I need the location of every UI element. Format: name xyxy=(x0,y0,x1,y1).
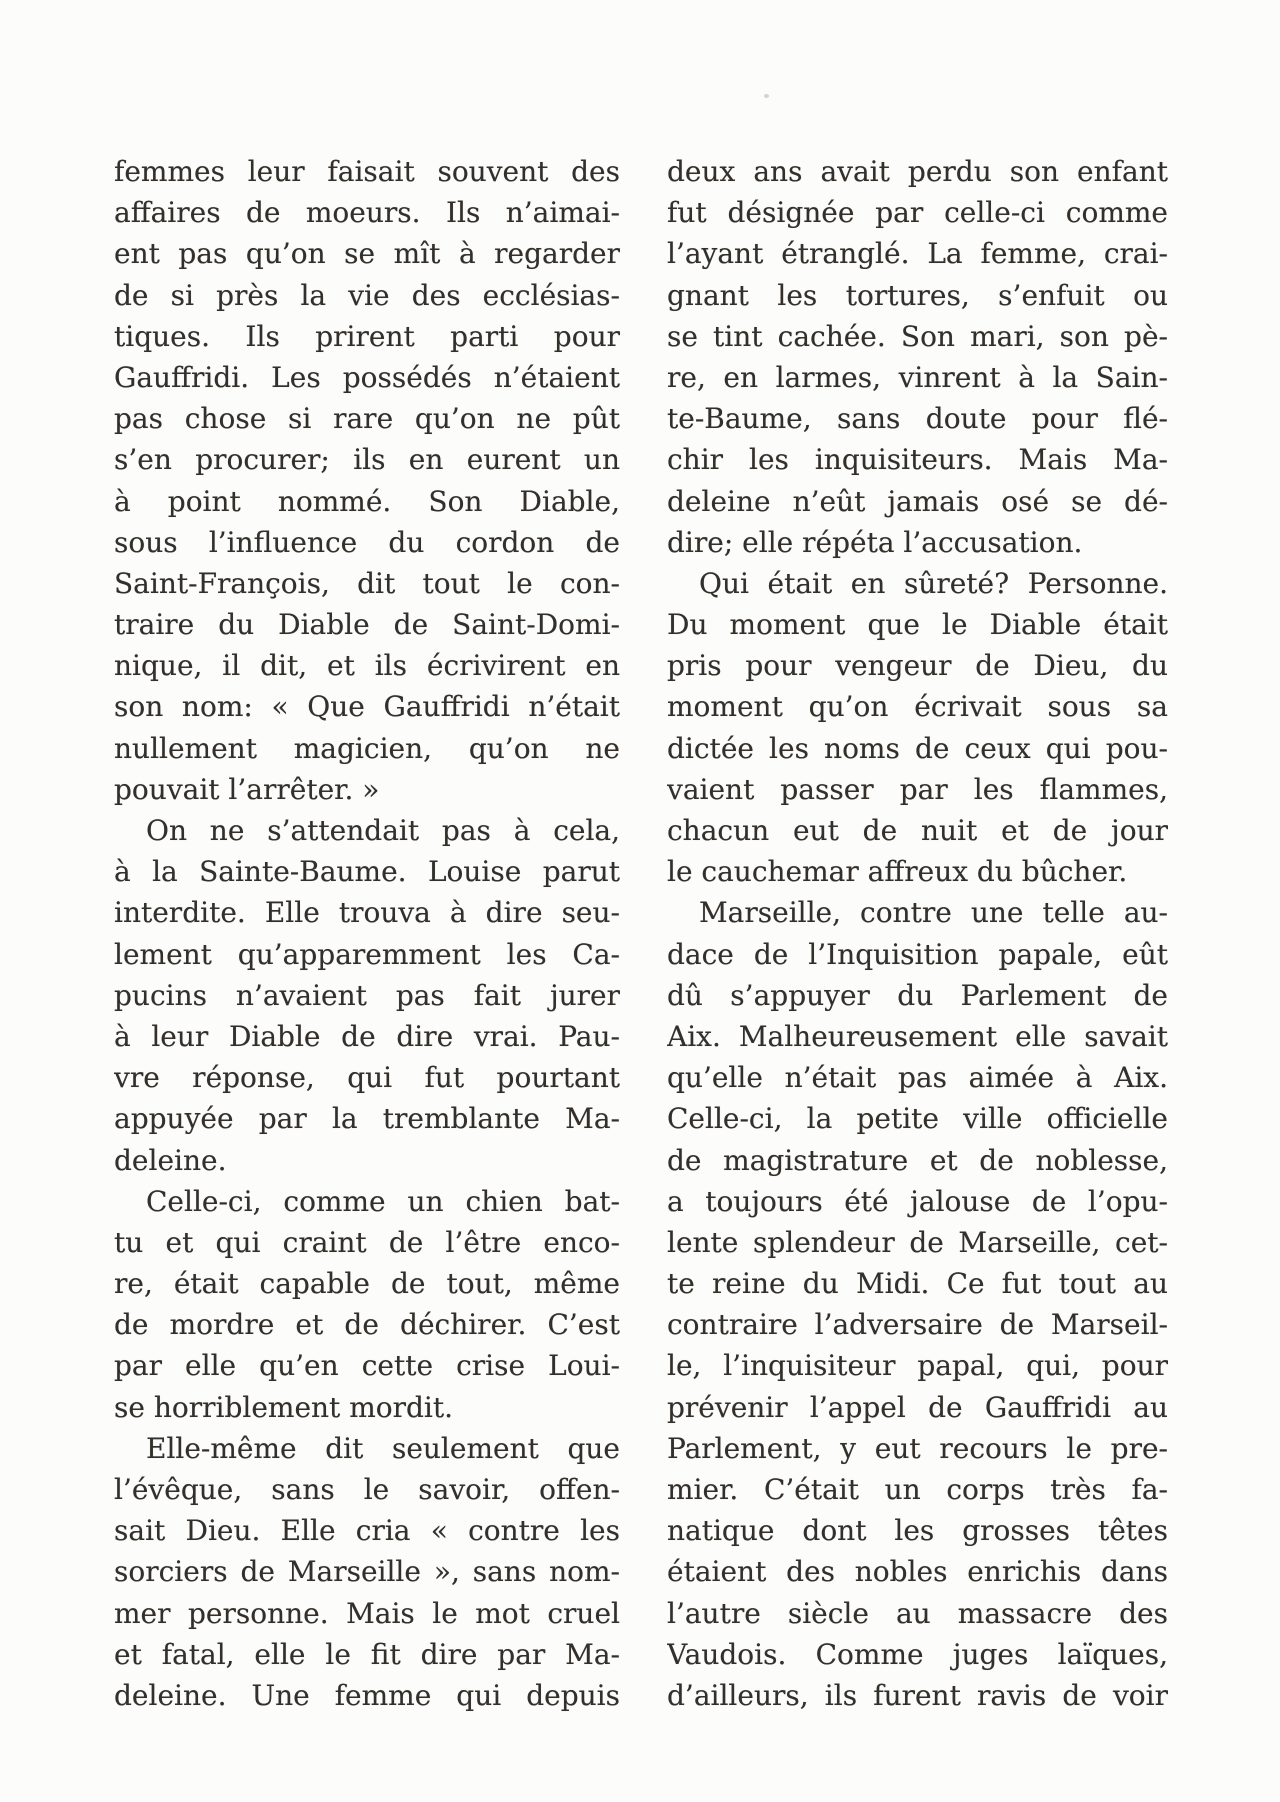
text-line: d’ailleurs, ils furent ravis de voir xyxy=(667,1678,1168,1712)
text-line: tu et qui craint de l’être enco- xyxy=(114,1225,620,1259)
text-line: sorciers de Marseille », sans nom- xyxy=(114,1555,620,1589)
text-line: s’en procurer; ils en eurent un xyxy=(114,443,620,477)
text-line: vre réponse, qui fut pourtant xyxy=(114,1061,620,1095)
text-line: Saint-François, dit tout le con- xyxy=(114,566,620,600)
text-line: te reine du Midi. Ce fut tout au xyxy=(667,1267,1168,1301)
text-line: à leur Diable de dire vrai. Pau- xyxy=(114,1019,620,1053)
text-line-paragraph-start: Qui était en sûreté? Personne. xyxy=(699,566,1168,600)
text-line: contraire l’adversaire de Marseil- xyxy=(667,1308,1168,1342)
text-line: l’autre siècle au massacre des xyxy=(667,1596,1168,1630)
text-line: interdite. Elle trouva à dire seu- xyxy=(114,896,620,930)
text-line: dictée les noms de ceux qui pou- xyxy=(667,731,1168,765)
text-line: te-Baume, sans doute pour flé- xyxy=(667,402,1168,436)
text-line-paragraph-start: Celle-ci, comme un chien bat- xyxy=(146,1184,620,1218)
text-line: fut désignée par celle-ci comme xyxy=(667,196,1168,230)
text-line: de mordre et de déchirer. C’est xyxy=(114,1308,620,1342)
text-line: affaires de moeurs. Ils n’aimai- xyxy=(114,196,620,230)
text-line: Vaudois. Comme juges laïques, xyxy=(667,1637,1168,1671)
text-line-paragraph-end: dire; elle répéta l’accusation. xyxy=(667,525,1083,559)
text-line-paragraph-end: le cauchemar affreux du bûcher. xyxy=(667,855,1128,889)
text-line: l’évêque, sans le savoir, offen- xyxy=(114,1473,620,1506)
text-line: re, en larmes, vinrent à la Sain- xyxy=(667,360,1168,394)
text-line: qu’elle n’était pas aimée à Aix. xyxy=(667,1061,1168,1095)
text-line-paragraph-end: se horriblement mordit. xyxy=(114,1390,454,1424)
text-line: traire du Diable de Saint-Domi- xyxy=(114,608,620,642)
text-line: moment qu’on écrivait sous sa xyxy=(667,690,1168,724)
text-line: Aix. Malheureusement elle savait xyxy=(667,1019,1168,1053)
text-line: tiques. Ils prirent parti pour xyxy=(114,319,620,353)
text-line: re, était capable de tout, même xyxy=(114,1267,620,1301)
text-line: nique, il dit, et ils écrivirent en xyxy=(114,649,620,683)
text-line: dû s’appuyer du Parlement de xyxy=(667,978,1168,1012)
text-line: natique dont les grosses têtes xyxy=(667,1514,1168,1548)
text-line: Gauffridi. Les possédés n’étaient xyxy=(114,360,620,394)
text-line: a toujours été jalouse de l’opu- xyxy=(667,1184,1168,1218)
text-line: à la Sainte-Baume. Louise parut xyxy=(114,855,620,889)
text-line: se tint cachée. Son mari, son pè- xyxy=(667,319,1168,353)
text-line: mer personne. Mais le mot cruel xyxy=(114,1596,620,1630)
text-line: l’ayant étranglé. La femme, crai- xyxy=(667,237,1168,271)
text-line: Celle-ci, la petite ville officielle xyxy=(667,1102,1168,1136)
text-line: appuyée par la tremblante Ma- xyxy=(114,1102,620,1136)
text-line: ent pas qu’on se mît à regarder xyxy=(114,237,620,271)
text-line: deleine n’eût jamais osé se dé- xyxy=(667,484,1168,518)
scan-speck xyxy=(764,94,769,98)
text-line-paragraph-end: deleine. xyxy=(114,1143,227,1177)
text-line: sous l’influence du cordon de xyxy=(114,525,620,559)
text-line: sait Dieu. Elle cria « contre les xyxy=(114,1514,620,1548)
text-line: de magistrature et de noblesse, xyxy=(667,1143,1168,1177)
text-line: et fatal, elle le fit dire par Ma- xyxy=(114,1637,620,1671)
text-line: par elle qu’en cette crise Loui- xyxy=(114,1349,620,1383)
text-line: nullement magicien, qu’on ne xyxy=(114,731,620,765)
text-line: mier. C’était un corps très fa- xyxy=(667,1473,1168,1506)
text-line: chacun eut de nuit et de jour xyxy=(667,814,1168,847)
text-line: gnant les tortures, s’enfuit ou xyxy=(667,278,1168,312)
text-line: prévenir l’appel de Gauffridi au xyxy=(667,1390,1168,1424)
text-line: étaient des nobles enrichis dans xyxy=(667,1555,1168,1589)
text-line: vaient passer par les flammes, xyxy=(667,772,1168,806)
text-line: deux ans avait perdu son enfant xyxy=(667,155,1168,188)
text-line: deleine. Une femme qui depuis xyxy=(114,1678,620,1712)
text-column-left xyxy=(114,151,620,1716)
text-line: Du moment que le Diable était xyxy=(667,608,1168,642)
text-line-paragraph-start: Marseille, contre une telle au- xyxy=(699,896,1168,930)
text-line: Parlement, y eut recours le pre- xyxy=(667,1431,1168,1465)
text-line: le, l’inquisiteur papal, qui, pour xyxy=(667,1349,1168,1383)
text-line: pucins n’avaient pas fait jurer xyxy=(114,978,620,1012)
text-line-paragraph-end: pouvait l’arrêter. » xyxy=(114,772,380,806)
text-line-paragraph-start: Elle-même dit seulement que xyxy=(146,1431,620,1465)
text-line: son nom: « Que Gauffridi n’était xyxy=(114,690,620,724)
text-line: lement qu’apparemment les Ca- xyxy=(114,937,620,971)
text-line: pris pour vengeur de Dieu, du xyxy=(667,649,1168,683)
text-line: de si près la vie des ecclésias- xyxy=(114,278,620,312)
text-line: dace de l’Inquisition papale, eût xyxy=(667,937,1168,971)
text-line: femmes leur faisait souvent des xyxy=(114,155,620,188)
text-line: à point nommé. Son Diable, xyxy=(114,484,620,518)
text-line: pas chose si rare qu’on ne pût xyxy=(114,402,620,436)
text-column-right xyxy=(667,151,1168,1716)
text-line: lente splendeur de Marseille, cet- xyxy=(667,1225,1168,1259)
text-line-paragraph-start: On ne s’attendait pas à cela, xyxy=(146,814,620,847)
text-line: chir les inquisiteurs. Mais Ma- xyxy=(667,443,1168,477)
